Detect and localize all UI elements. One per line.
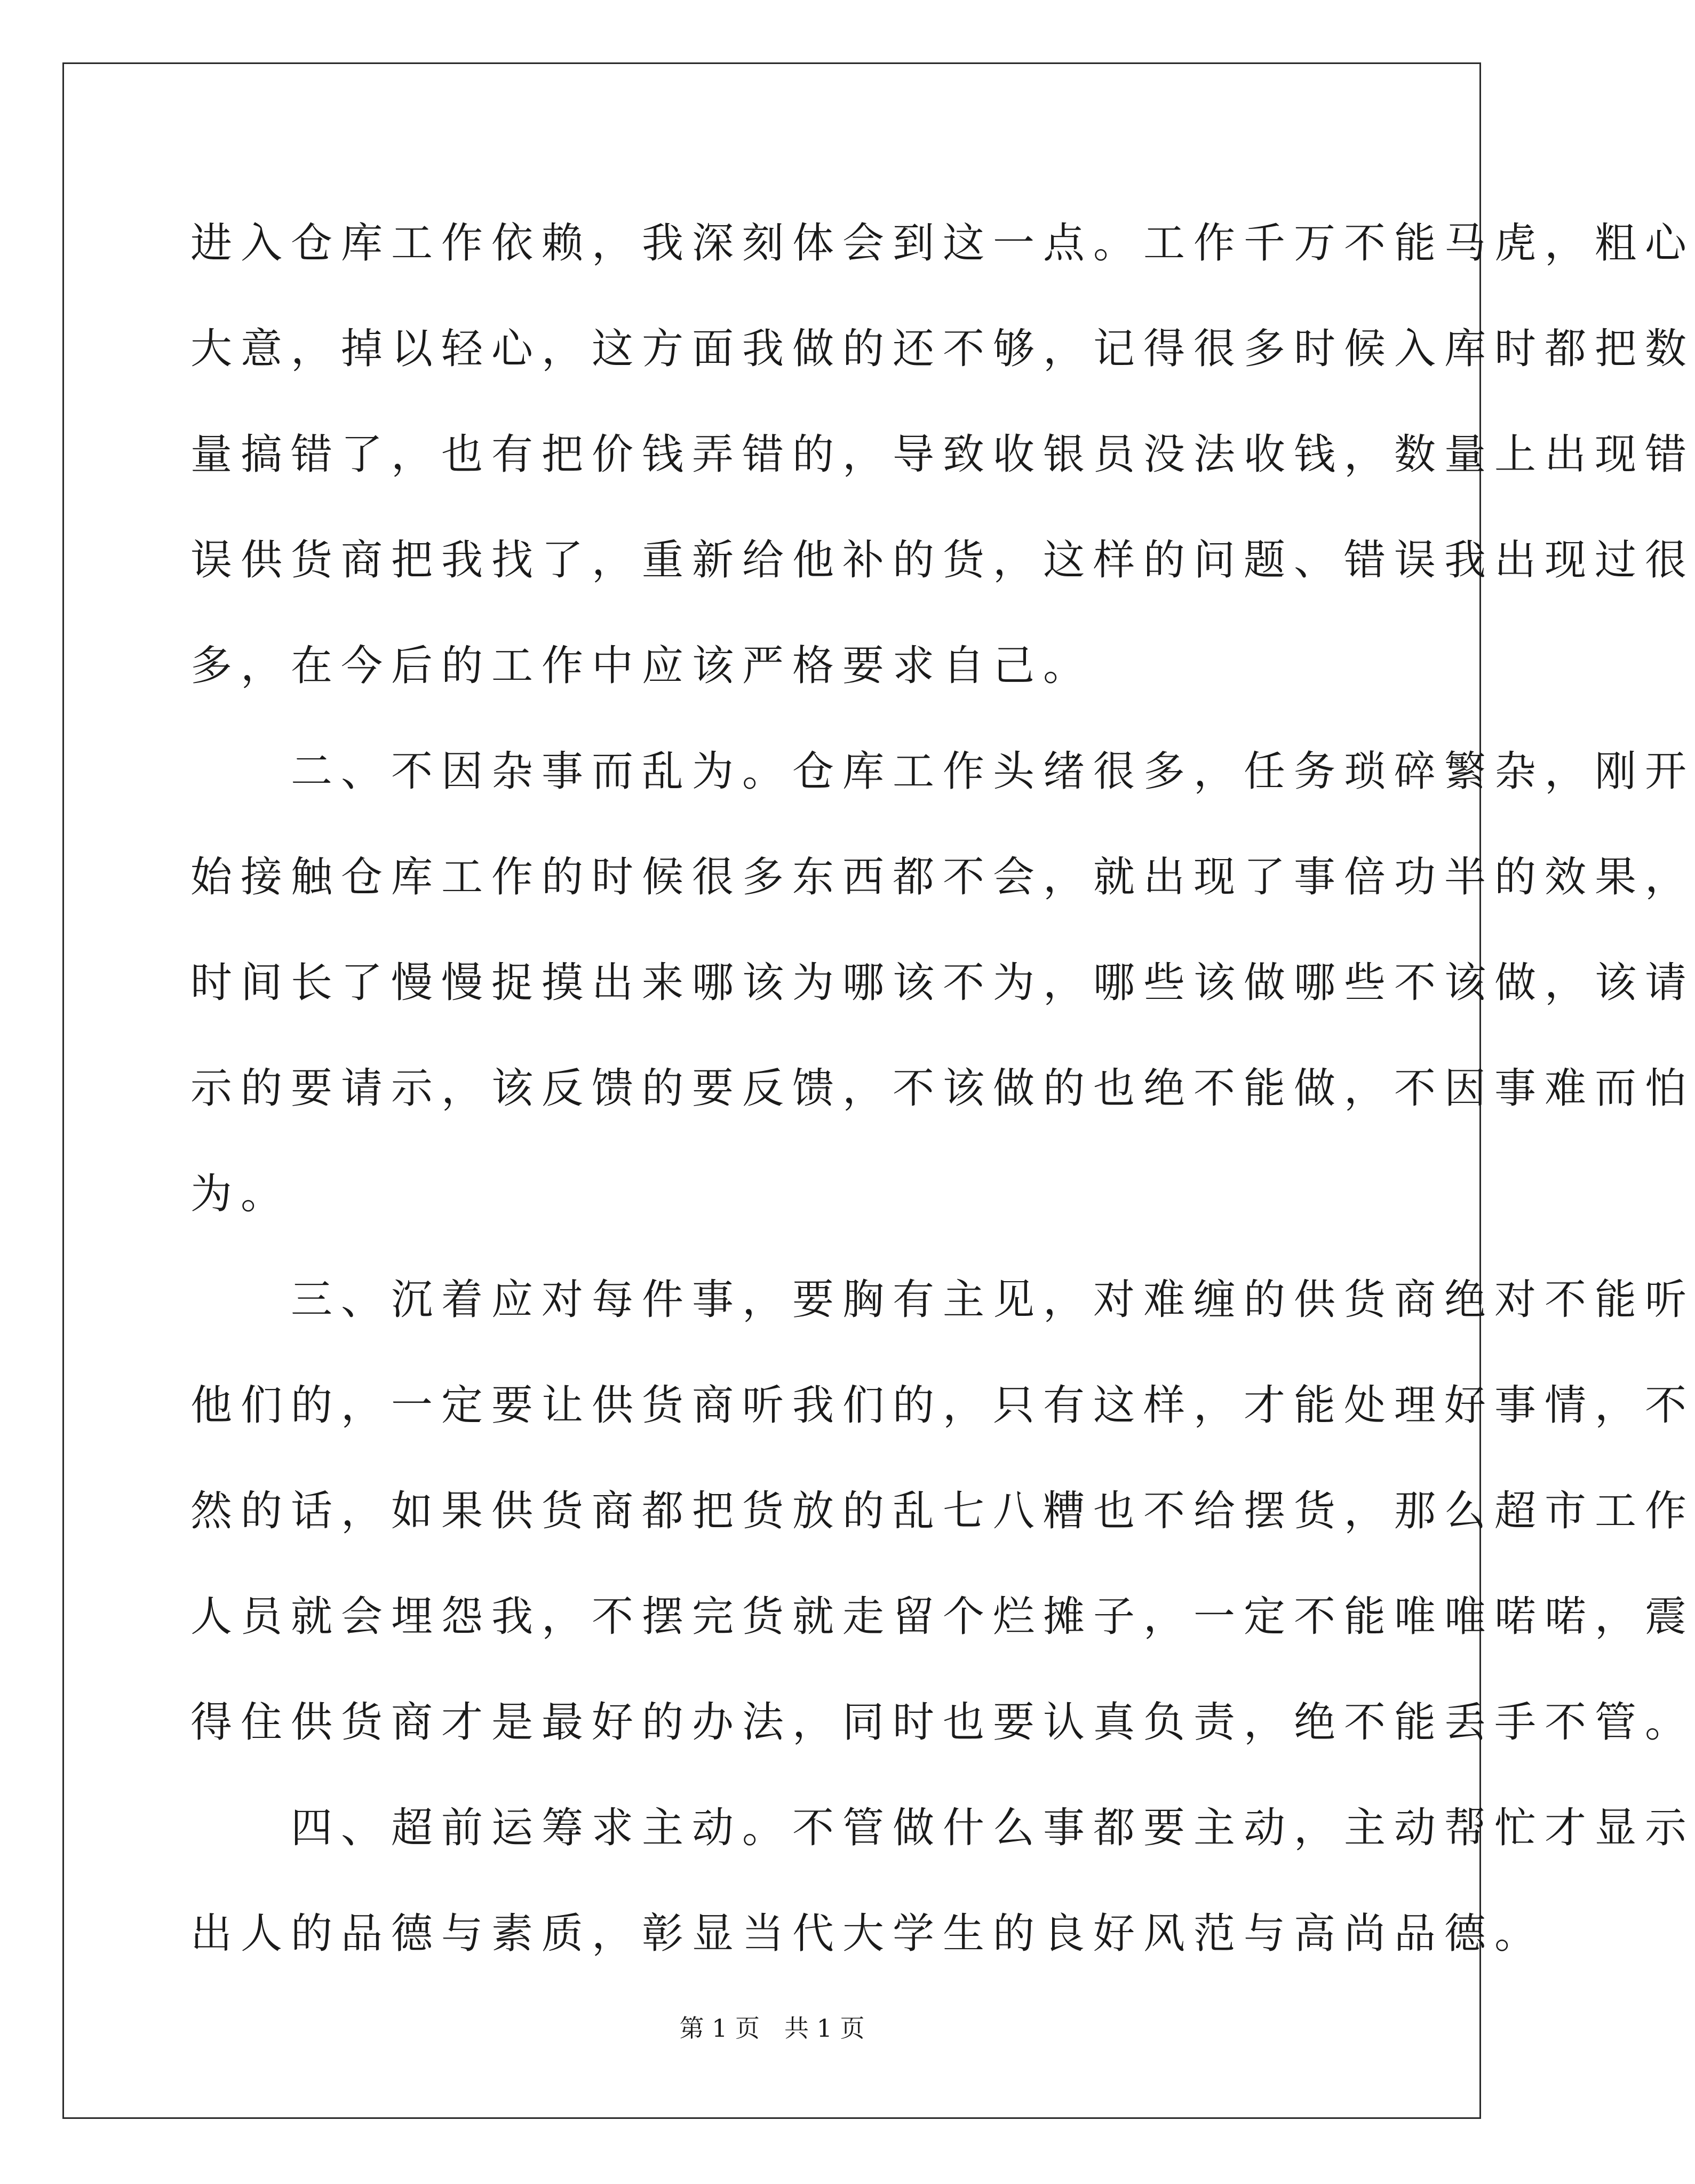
text-line: 为。 [190,1170,291,1218]
text-line: 三、沉着应对每件事，要胸有主见，对难缠的供货商绝对不能听 [190,1276,1695,1324]
text-line: 四、超前运筹求主动。不管做什么事都要主动，主动帮忙才显示 [190,1804,1695,1852]
text-line: 二、不因杂事而乱为。仓库工作头绪很多，任务琐碎繁杂，刚开 [190,748,1695,796]
document-body [190,190,1695,1987]
text-line: 误供货商把我找了，重新给他补的货，这样的问题、错误我出现过很 [190,536,1695,584]
text-line: 然的话，如果供货商都把货放的乱七八糟也不给摆货，那么超市工作 [190,1487,1695,1535]
text-line: 进入仓库工作依赖，我深刻体会到这一点。工作千万不能马虎，粗心 [190,219,1695,267]
text-line: 时间长了慢慢捉摸出来哪该为哪该不为，哪些该做哪些不该做，该请 [190,959,1695,1007]
text-line: 出人的品德与素质，彰显当代大学生的良好风范与高尚品德。 [190,1910,1545,1958]
text-line: 得住供货商才是最好的办法，同时也要认真负责，绝不能丢手不管。 [190,1698,1695,1746]
text-line: 他们的，一定要让供货商听我们的，只有这样，才能处理好事情，不 [190,1381,1695,1429]
text-line: 始接触仓库工作的时候很多东西都不会，就出现了事倍功半的效果， [190,853,1695,901]
text-line: 人员就会埋怨我，不摆完货就走留个烂摊子，一定不能唯唯喏喏，震 [190,1593,1695,1641]
text-line: 示的要请示，该反馈的要反馈，不该做的也绝不能做，不因事难而怕 [190,1065,1695,1113]
page-number-footer: 第 1 页 共 1 页 [679,2014,865,2043]
text-line: 大意，掉以轻心，这方面我做的还不够，记得很多时候入库时都把数 [190,325,1695,373]
text-line: 多，在今后的工作中应该严格要求自己。 [190,642,1094,690]
text-line: 量搞错了，也有把价钱弄错的，导致收银员没法收钱，数量上出现错 [190,431,1695,479]
